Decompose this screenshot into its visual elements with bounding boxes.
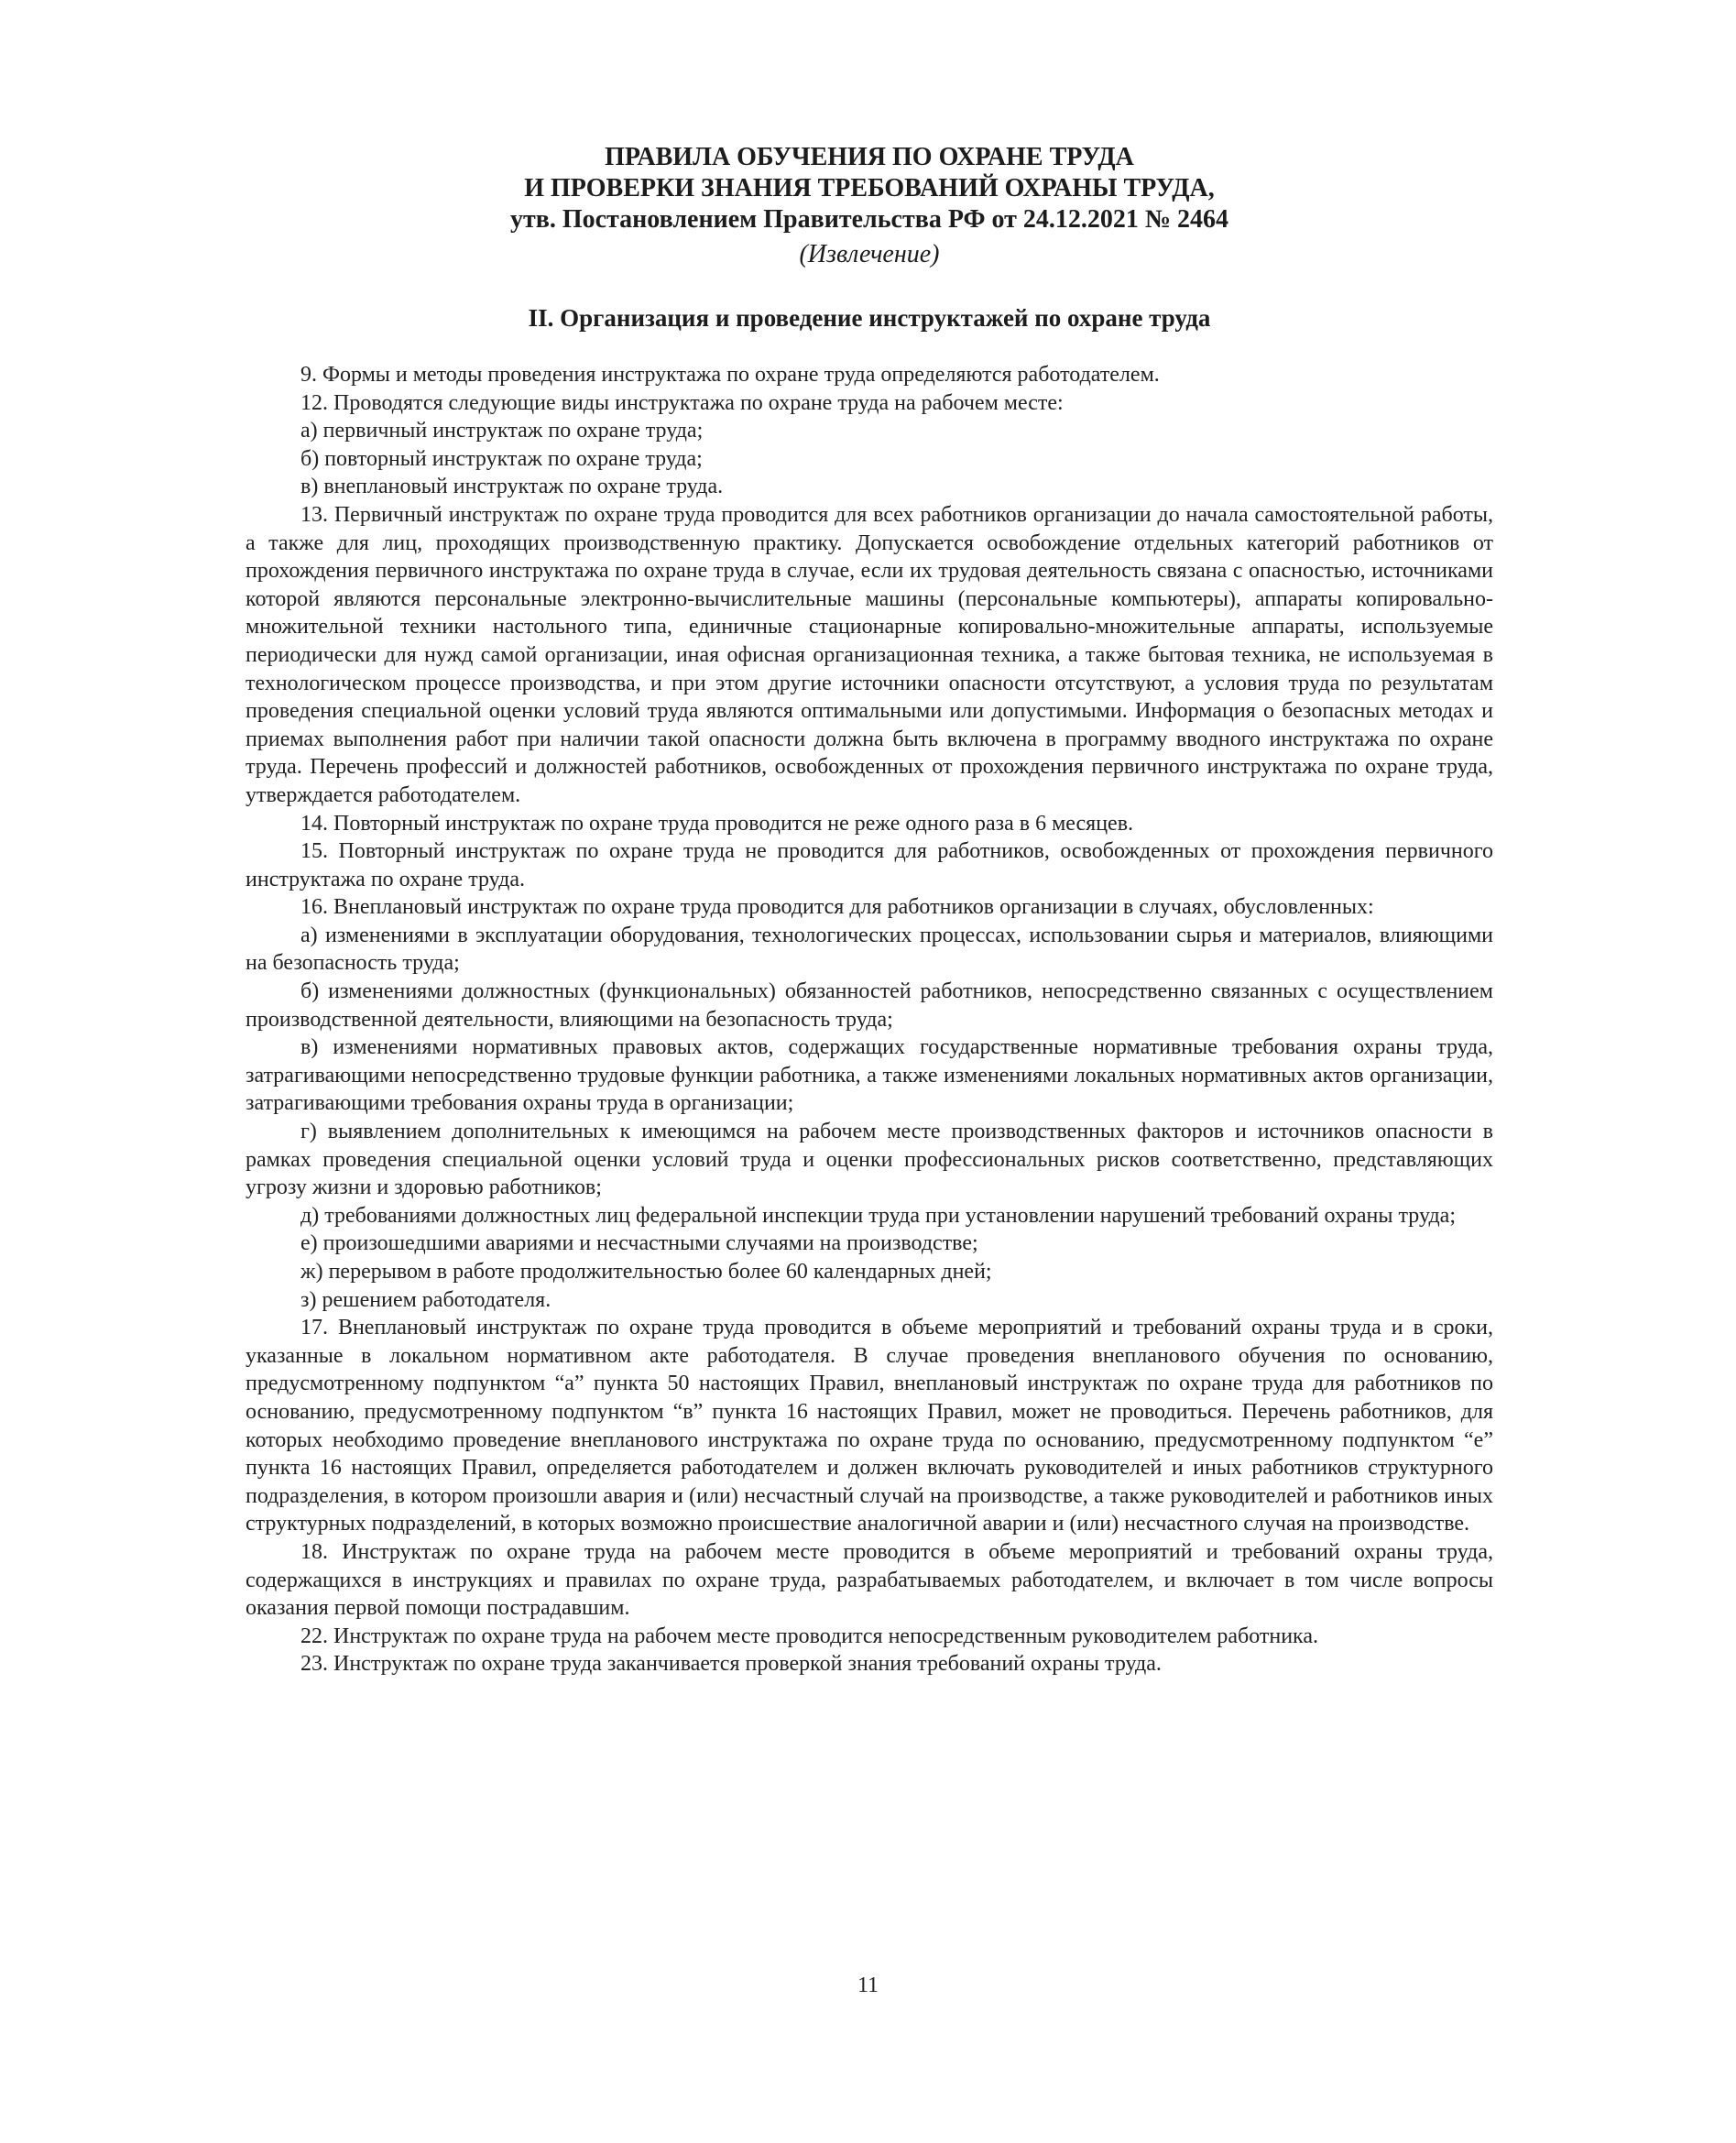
paragraph: в) внеплановый инструктаж по охране труда. xyxy=(300,475,724,499)
paragraph: е) произошедшими авариями и несчастными случаями на производстве; xyxy=(300,1231,978,1256)
paragraph: 18. Инструктаж по охране труда на рабочем месте проводится в объеме мероприятий и требований охраны труда, содержащихся в инструкциях и правилах по охране труда, разрабатываемых работодателем, и включает в том числе вопросы оказания первой помощи пострадавшим. xyxy=(246,1539,1493,1621)
paragraph: 9. Формы и методы проведения инструктажа по охране труда определяются работодателем. xyxy=(300,363,1160,387)
paragraph: б) изменениями должностных (функциональных) обязанностей работников, непосредственно связанных с осуществлением производственной деятельности, влияющими на безопасность труда; xyxy=(246,979,1493,1032)
paragraph: 13. Первичный инструктаж по охране труда проводится для всех работников организации до начала самостоятельной работы, а также для лиц, проходящих производственную практику. Допускается освобождение отдельных категорий работников от прохождения первичного инструктажа по охране труда в случае, если их трудовая деятельность связана с опасностью, источниками которой являются персональные электронно-вычислительные машины (персональные компьютеры), аппараты копировально-множительной техники настольного типа, единичные стационарные копировально-множительные аппараты, используемые периодически для нужд самой организации, иная офисная организационная техника, а также бытовая техника, не используемая в технологическом процессе производства, и при этом другие источники опасности отсутствуют, а условия труда по результатам проведения специальной оценки условий труда являются оптимальными или допустимыми. Информация о безопасных методах и приемах выполнения работ при наличии такой опасности должна быть включена в программу вводного инструктажа по охране труда. Перечень профессий и должностей работников, освобожденных от прохождения первичного инструктажа по охране труда, утверждается работодателем. xyxy=(246,502,1493,807)
title-line-2: И ПРОВЕРКИ ЗНАНИЯ ТРЕБОВАНИЙ ОХРАНЫ ТРУДА, xyxy=(524,174,1215,202)
paragraph: 16. Внеплановый инструктаж по охране труда проводится для работников организации в случаях, обусловленных: xyxy=(300,895,1374,920)
document-title xyxy=(246,142,1493,235)
section-heading: II. Организация и проведение инструктажей по охране труда xyxy=(528,304,1211,332)
paragraph: д) требованиями должностных лиц федеральной инспекции труда при установлении нарушений требований охраны труда; xyxy=(300,1203,1456,1228)
paragraph: а) первичный инструктаж по охране труда; xyxy=(300,419,704,443)
paragraph: б) повторный инструктаж по охране труда; xyxy=(300,446,703,471)
document-body xyxy=(246,361,1493,1678)
title-line-3: утв. Постановлением Правительства РФ от 24.12.2021 № 2464 xyxy=(509,205,1229,234)
paragraph: а) изменениями в эксплуатации оборудования, технологических процессах, использовании сырья и материалов, влияющими на безопасность труда; xyxy=(246,923,1493,976)
paragraph: 17. Внеплановый инструктаж по охране труда проводится в объеме мероприятий и требований охраны труда и в сроки, указанные в локальном нормативном акте работодателя. В случае проведения внепланового обучения по основанию, предусмотренному подпунктом “а” пункта 50 настоящих Правил, внеплановый инструктаж по охране труда для работников по основанию, предусмотренному подпунктом “в” пункта 16 настоящих Правил, может не проводиться. Перечень работников, для которых необходимо проведение внепланового инструктажа по охране труда по основанию, предусмотренному подпунктом “е” пункта 16 настоящих Правил, определяется работодателем и должен включать руководителей и иных работников структурного подразделения, в котором произошли авария и (или) несчастный случай на производстве, а также руководителей и работников иных структурных подразделений, в которых возможно происшествие аналогичной аварии и (или) несчастного случая на производстве. xyxy=(246,1316,1493,1536)
paragraph: в) изменениями нормативных правовых актов, содержащих государственные нормативные требования охраны труда, затрагивающими непосредственно трудовые функции работника, а также изменениями локальных нормативных актов организации, затрагивающими требования охраны труда в организации; xyxy=(246,1035,1493,1116)
paragraph: ж) перерывом в работе продолжительностью более 60 календарных дней; xyxy=(300,1260,992,1284)
extract-subtitle: (Извлечение) xyxy=(799,240,940,268)
title-line-1: ПРАВИЛА ОБУЧЕНИЯ ПО ОХРАНЕ ТРУДА xyxy=(605,143,1134,171)
paragraph: 12. Проводятся следующие виды инструктажа по охране труда на рабочем месте: xyxy=(300,390,1064,415)
paragraph: 14. Повторный инструктаж по охране труда проводится не реже одного раза в 6 месяцев. xyxy=(300,811,1134,836)
paragraph: 23. Инструктаж по охране труда заканчивается проверкой знания требований охраны труда. xyxy=(300,1652,1162,1677)
paragraph: 22. Инструктаж по охране труда на рабочем месте проводится непосредственным руководителем работника. xyxy=(300,1624,1318,1648)
paragraph: з) решением работодателя. xyxy=(300,1287,551,1312)
paragraph: г) выявлением дополнительных к имеющимся на рабочем месте производственных факторов и источников опасности в рамках проведения специальной оценки условий труда и оценки профессиональных рисков соответственно, представляющих угрозу жизни и здоровью работников; xyxy=(246,1120,1493,1200)
page-number: 11 xyxy=(857,1974,879,1997)
paragraph: 15. Повторный инструктаж по охране труда не проводится для работников, освобожденных от прохождения первичного инструктажа по охране труда. xyxy=(246,839,1493,891)
